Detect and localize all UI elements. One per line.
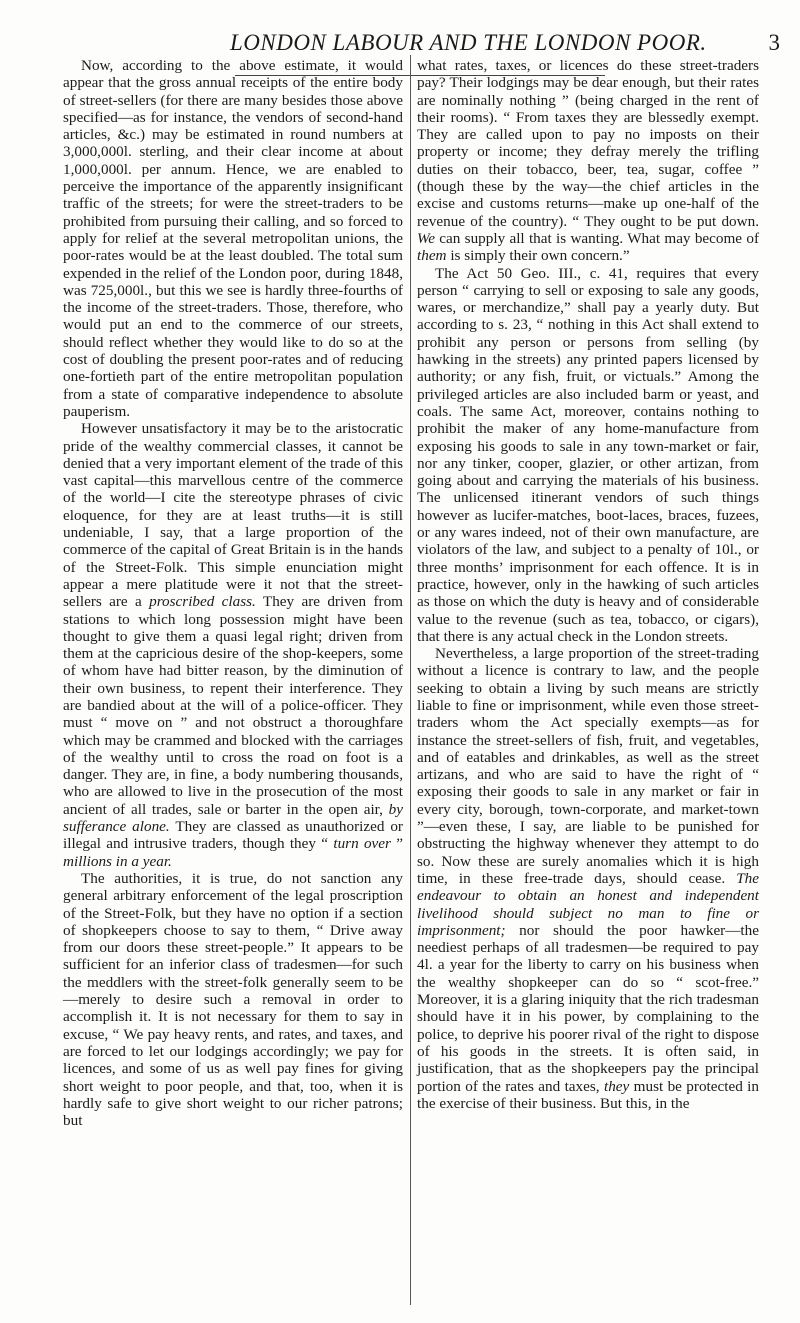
column-divider [410,55,411,1305]
right-column [417,57,759,1112]
paragraph: The authorities, it is true, do not sanction any general arbitrary enforcement of the legal proscription of the Street-Folk, but they have no option if a section of shopkeepers choose to say to them, “ Drive away from our doors these street-people.” It appears to be sufficient for an inferior class of tradesmen—for such the meddlers with the street-folk generally seem to be—merely to desire such a removal in order to accomplish it. It is not necessary for them to say in excuse, “ We pay heavy rents, and rates, and taxes, and are forced to let our lodgings accordingly; we pay for licences, and some of us as well pay fines for giving short weight to poor people, and that, too, when it is hardly safe to give short weight to our richer patrons; but [63,869,403,1130]
running-title: LONDON LABOUR AND THE LONDON POOR. [230,30,707,55]
paragraph: The Act 50 Geo. III., c. 41, requires that every person “ carrying to sell or exposing to sale any goods, wares, or merchandize,” shall pay a yearly duty. But according to s. 23, “ nothing in this Act shall extend to prohibit any person or persons from selling (by hawking in the streets) any printed papers licensed by authority; or any fish, fruit, or victuals.” Among the privileged articles are also included barm or yeast, and coals. The same Act, moreover, contains nothing to prohibit the maker of any home-manufacture from exposing his goods to sale in any town-market or fair, nor any tinker, cooper, glazier, or other artizan, from going about and carrying the materials of his business. The unlicensed itinerant vendors of such things however as lucifer-matches, boot-laces, braces, fuzees, or any wares indeed, not of their own manufacture, are violators of the law, and subject to a penalty of 10l., or three months’ imprisonment for each offence. It is in practice, however, only in the hawking of such articles as those on which the duty is heavy and of considerable value to the revenue (such as tea, tobacco, or cigars), that there is any actual check in the London streets. [417,264,759,645]
page-number: 3 [768,30,780,55]
paragraph: However unsatisfactory it may be to the aristocratic pride of the wealthy commercial classes, it cannot be denied that a very important element of the trade of this vast capital—this marvellous centre of the commerce of the world—I cite the stereotype phrases of civic eloquence, for they are at least truths—it is still undeniable, I say, that a large proportion of the commerce of the capital of Great Britain is in the hands of the Street-Folk. This simple enunciation might appear a mere platitude were it not that the street-sellers are a proscribed class. They are driven from stations to which long possession might have been thought to give them a quasi legal right; driven from them at the capricious desire of the shop-keepers, some of whom have had bitter reason, by the diminution of their own business, to repent their interference. They are bandied about at the will of a police-officer. They must “ move on ” and not obstruct a thoroughfare which may be crammed and blocked with the carriages of the wealthy until to cross the road on foot is a danger. They are, in fine, a body numbering thousands, who are allowed to live in the prosecution of the most ancient of all trades, sale or barter in the open air, by sufferance alone. They are classed as unauthorized or illegal and intrusive traders, though they “ turn over ” millions in a year. [63,420,403,870]
left-column [63,57,403,1129]
paragraph: Now, according to the above estimate, it would appear that the gross annual receipts of the entire body of street-sellers (for there are many besides those above specified—as for instance, the vendors of second-hand articles, &c.) may be estimated in round numbers at 3,000,000l. sterling, and their clear income at about 1,000,000l. per annum. Hence, we are enabled to perceive the importance of the apparently insignificant traffic of the streets; for were the street-traders to be prohibited from pursuing their calling, and so forced to apply for relief at the several metropolitan unions, the poor-rates would be at the least doubled. The total sum expended in the relief of the London poor, during 1848, was 725,000l., but this we see is hardly three-fourths of the income of the street-traders. Those, therefore, who would put an end to the commerce of our streets, should reflect whether they would like to do so at the cost of doubling the present poor-rates and of reducing one-fortieth part of the entire metropolitan population from a state of comparative independence to absolute pauperism. [63,57,403,420]
paragraph: what rates, taxes, or licences do these street-traders pay? Their lodgings may be dear enough, but their rates are nominally nothing ” (being charged in the rent of their rooms). “ From taxes they are blessedly exempt. They are called upon to pay no imposts on their property or income; they defray merely the trifling duties on their tobacco, beer, tea, sugar, coffee ” (though these by the way—the chief articles in the excise and customs returns—make up one-half of the revenue of the country). “ They ought to be put down. We can supply all that is wanting. What may become of them is simply their own concern.” [417,57,759,265]
paragraph: Nevertheless, a large proportion of the street-trading without a licence is contrary to law, and the people seeking to obtain a living by such means are strictly liable to fine or imprisonment, while even those street-traders whom the Act specially exempts—as for instance the street-sellers of fish, fruit, and vegetables, and of eatables and drinkables, as well as the street artizans, and who are said to have the right of “ exposing their goods to sale in any market or fair in every city, borough, town-corporate, and market-town ”—even these, I say, are liable to be punished for obstructing the highway whenever they attempt to do so. Now these are surely anomalies which it is high time, in these free-trade days, should cease. The endeavour to obtain an honest and independent livelihood should subject no man to fine or imprisonment; nor should the poor hawker—the neediest perhaps of all tradesmen—be required to pay 4l. a year for the liberty to carry on his business when the wealthy shopkeeper can do so “ scot-free.” Moreover, it is a glaring iniquity that the rich tradesman should have it in his power, by complaining to the police, to deprive his poorer rival of the right to dispose of his goods in the streets. It is often said, in justification, that as the shopkeepers pay the principal portion of the rates and taxes, they must be protected in the exercise of their business. But this, in the [417,645,759,1112]
